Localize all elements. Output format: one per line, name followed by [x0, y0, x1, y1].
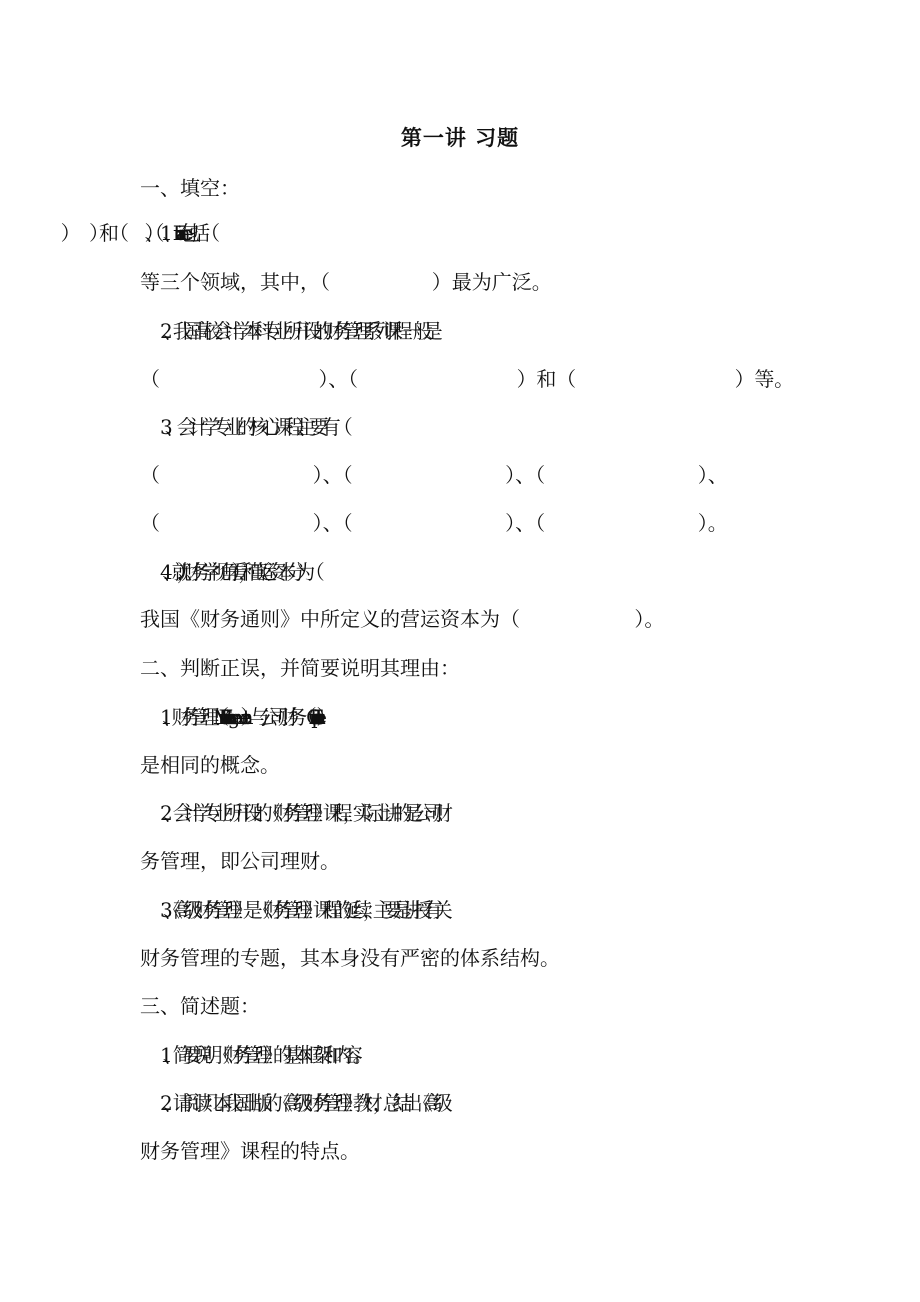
section-heading-true-false: 二、判断正误，并简要说明其理由：	[140, 656, 460, 680]
question-1-3-line-2: （ ）、（ ）、（ ）、	[140, 463, 728, 487]
question-1-3-line-3: （ ）、（ ）、（ ）。	[140, 511, 728, 535]
section-heading-short-answer: 三、简述题：	[140, 994, 260, 1018]
question-2-2-line-1: 2、会计学专业所开设的《财务管理》课程，实际上讲的是公司财	[160, 801, 443, 825]
question-2-1-line-2: 是相同的概念。	[140, 753, 280, 777]
question-1-2-line-1: 2、我国高校会计学本科专业所开设的财务管理系列课程一般是	[160, 319, 433, 343]
question-1-3-line-1: 3、会计学专业的核心课程主要有（ ）、	[160, 415, 310, 439]
question-2-2-line-2: 务管理，即公司理财。	[140, 849, 340, 873]
question-1-4-line-1: 4、就财务学视角看，营运资本分为（ ）和（ ），	[160, 560, 187, 584]
question-3-2-line-1: 2、请阅读几本我国出版的《高级财务管理》教材，总结出《高级	[160, 1091, 443, 1115]
question-3-1-line-1: 1、简要说明《财务管理》的基本框架和内容。	[160, 1043, 363, 1067]
question-2-1-line-1: 1、财务管理（Financial Management）与公司财务（Corporate Finance）	[160, 705, 326, 729]
section-heading-fill-blank: 一、填空：	[140, 176, 240, 200]
question-2-3-line-2: 财务管理的专题，其本身没有严密的体系结构。	[140, 946, 560, 970]
question-1-1-line-2: 等三个领域，其中，（ ）最为广泛。	[140, 270, 552, 294]
question-1-2-line-2: （ ）、（ ）和（ ）等。	[140, 367, 794, 391]
question-1-4-line-2: 我国《财务通则》中所定义的营运资本为（ ）。	[140, 607, 665, 631]
page-title: 第一讲 习题	[400, 125, 520, 150]
question-1-1-line-1	[160, 219, 810, 247]
question-2-3-line-1: 3、《高级财务管理》是《财务管理》课程的延续，主要是讲授有关	[160, 898, 443, 922]
question-3-2-line-2: 财务管理》课程的特点。	[140, 1139, 360, 1163]
